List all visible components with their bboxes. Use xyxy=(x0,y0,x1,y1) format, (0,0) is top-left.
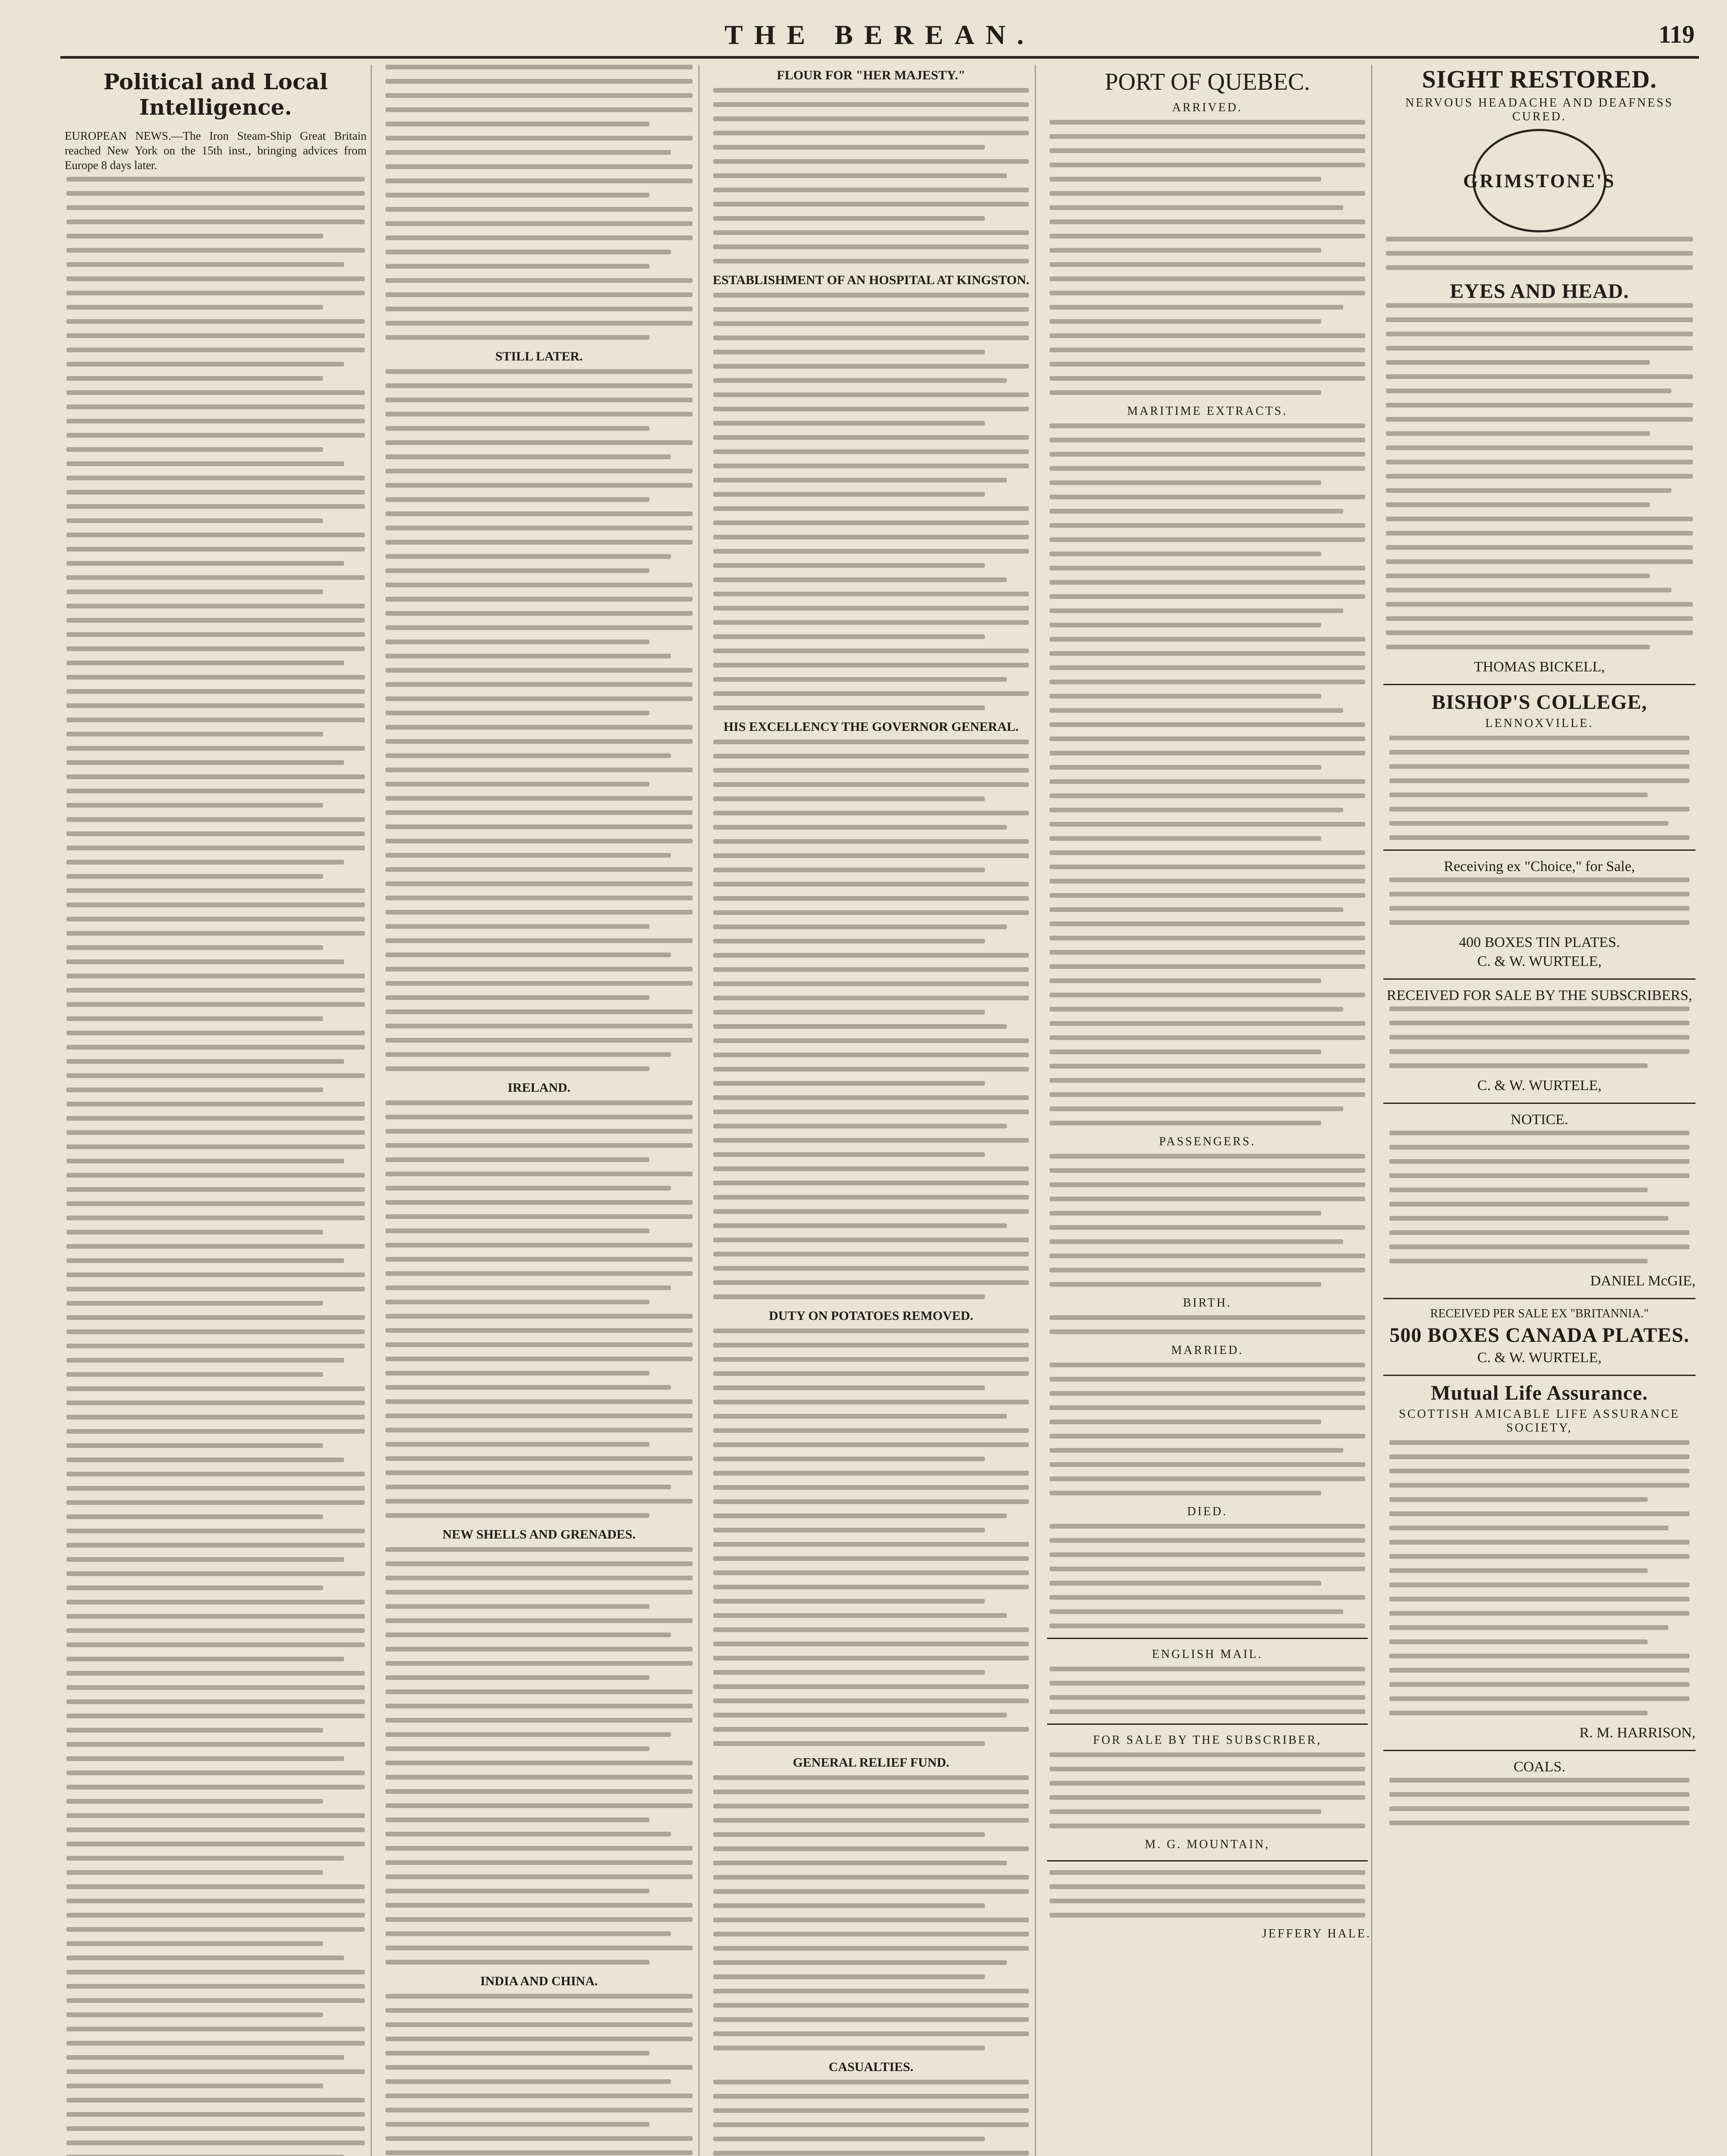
column-news xyxy=(379,65,699,2156)
article-body-text xyxy=(713,740,1029,1299)
heading-flour: FLOUR FOR "HER MAJESTY." xyxy=(777,68,965,82)
ad-notice-insurance xyxy=(1383,1103,1696,1289)
heading-governor-general: HIS EXCELLENCY THE GOVERNOR GENERAL. xyxy=(723,720,1019,734)
heading-passengers: PASSENGERS. xyxy=(1159,1135,1256,1148)
passengers-body-text xyxy=(1050,1154,1365,1287)
column-local-news xyxy=(707,65,1036,2156)
article-body-text xyxy=(713,293,1029,710)
ad-notice-title: NOTICE. xyxy=(1511,1112,1568,1128)
ad-britannia: RECEIVED PER SALE EX "BRITANNIA." xyxy=(1430,1307,1649,1320)
ad-bishops-location: LENNOXVILLE. xyxy=(1485,717,1594,730)
column-port-of-quebec xyxy=(1044,65,1372,2156)
death-notices xyxy=(1050,1524,1365,1628)
ad-coals xyxy=(1383,1750,1696,1825)
for-sale-list xyxy=(1050,1752,1365,1828)
ad-agent-harrison: R. M. HARRISON, xyxy=(1579,1725,1696,1741)
ad-tin-plates: 400 BOXES TIN PLATES. xyxy=(1459,934,1620,950)
notice-body xyxy=(1050,1870,1365,1918)
divider xyxy=(1047,1860,1368,1861)
ad-merchant-name: C. & W. WURTELE, xyxy=(1477,1350,1602,1366)
column-advertisements xyxy=(1380,65,1699,2156)
heading-birth: BIRTH. xyxy=(1183,1296,1232,1310)
heading-duty-potatoes: DUTY ON POTATOES REMOVED. xyxy=(769,1309,973,1323)
heading-maritime: MARITIME EXTRACTS. xyxy=(1127,404,1288,418)
article-body-text xyxy=(386,1100,693,1518)
ad-bishops-title: BISHOP'S COLLEGE, xyxy=(1432,691,1647,714)
married-notices xyxy=(1050,1363,1365,1495)
mail-notice xyxy=(1050,1667,1365,1714)
column-political-intelligence xyxy=(60,65,372,2156)
article-body-text xyxy=(713,1329,1029,1746)
heading-relief-fund: GENERAL RELIEF FUND. xyxy=(793,1755,950,1770)
ad-canada-plates xyxy=(1383,1298,1696,1366)
ad-agent-name: THOMAS BICKELL, xyxy=(1473,659,1605,675)
ad-sight-restored-subtitle: NERVOUS HEADACHE AND DEAFNESS CURED. xyxy=(1405,96,1674,123)
maritime-body-text xyxy=(1050,423,1365,1125)
ad-scottish-society: SCOTTISH AMICABLE LIFE ASSURANCE SOCIETY, xyxy=(1399,1407,1680,1435)
ad-body-text xyxy=(1389,1006,1689,1068)
ad-agent-mcgie: DANIEL McGIE, xyxy=(1590,1273,1696,1289)
subscriber-name: M. G. MOUNTAIN, xyxy=(1144,1838,1270,1851)
ad-eyes-head-title: EYES AND HEAD. xyxy=(1450,280,1629,303)
heading-english-mail: ENGLISH MAIL. xyxy=(1152,1648,1263,1661)
article-body-text xyxy=(713,1775,1029,2050)
ad-bishops-college xyxy=(1383,684,1696,840)
ad-body-text xyxy=(1389,877,1689,925)
masthead xyxy=(60,17,1699,59)
article-body-text xyxy=(386,65,693,340)
lead-paragraph: EUROPEAN NEWS.—The Iron Steam-Ship Great Britain reached New York on the 15th inst., bringing advices from Europe 8 days later. xyxy=(65,129,367,172)
newspaper-title: THE BEREAN. xyxy=(724,19,1035,50)
ad-merchant-name: C. & W. WURTELE, xyxy=(1477,953,1602,969)
article-body-text xyxy=(386,1547,693,1965)
ad-body-text xyxy=(1389,1778,1689,1825)
arrivals-list xyxy=(1050,120,1365,395)
article-body-text xyxy=(386,369,693,1071)
ad-coals-title: COALS. xyxy=(1514,1759,1565,1775)
article-body-text xyxy=(713,2080,1029,2156)
heading-died: DIED. xyxy=(1187,1505,1228,1518)
heading-married: MARRIED. xyxy=(1171,1344,1244,1357)
ad-body-text xyxy=(1389,1440,1689,1715)
birth-notice xyxy=(1050,1315,1365,1334)
heading-still-later: STILL LATER. xyxy=(495,349,583,364)
port-title: PORT OF QUEBEC. xyxy=(1104,69,1310,95)
ad-body-text xyxy=(1386,237,1693,270)
ad-canada-plates-title: 500 BOXES CANADA PLATES. xyxy=(1389,1324,1689,1347)
article-body-text xyxy=(66,177,365,2156)
divider xyxy=(1047,1724,1368,1725)
page-number: 119 xyxy=(1658,20,1695,48)
heading-ireland: IRELAND. xyxy=(508,1081,570,1095)
heading-for-sale: FOR SALE BY THE SUBSCRIBER, xyxy=(1093,1733,1322,1747)
divider xyxy=(1047,1638,1368,1639)
ad-body-text xyxy=(1389,736,1689,840)
ad-worsted-goods xyxy=(1383,978,1696,1094)
heading-india-china: INDIA AND CHINA. xyxy=(480,1974,598,1988)
section-title: Political and Local Intelligence. xyxy=(103,69,328,120)
ad-received-heading: Receiving ex "Choice," for Sale, xyxy=(1444,859,1635,874)
article-body-text xyxy=(386,1994,693,2156)
ad-body-text xyxy=(1386,303,1693,649)
ad-body-text xyxy=(1389,1131,1689,1263)
article-body-text xyxy=(713,88,1029,263)
heading-arrived: ARRIVED. xyxy=(1172,101,1243,114)
ad-merchant-name: C. & W. WURTELE, xyxy=(1477,1078,1602,1094)
heading-casualties: CASUALTIES. xyxy=(828,2060,914,2074)
heading-hospital: ESTABLISHMENT OF AN HOSPITAL AT KINGSTON. xyxy=(712,273,1030,287)
signature: JEFFERY HALE. xyxy=(1262,1927,1371,1940)
ad-sight-restored-title: SIGHT RESTORED. xyxy=(1422,65,1657,93)
heading-new-shells: NEW SHELLS AND GRENADES. xyxy=(442,1527,636,1542)
ad-received-subscribers: RECEIVED FOR SALE BY THE SUBSCRIBERS, xyxy=(1386,987,1693,1003)
ad-mutual-life xyxy=(1383,1375,1696,1741)
grimstone-seal-icon: GRIMSTONE'S xyxy=(1473,129,1606,232)
ad-mutual-title: Mutual Life Assurance. xyxy=(1431,1382,1648,1404)
ad-tobacco-pipes xyxy=(1383,849,1696,970)
